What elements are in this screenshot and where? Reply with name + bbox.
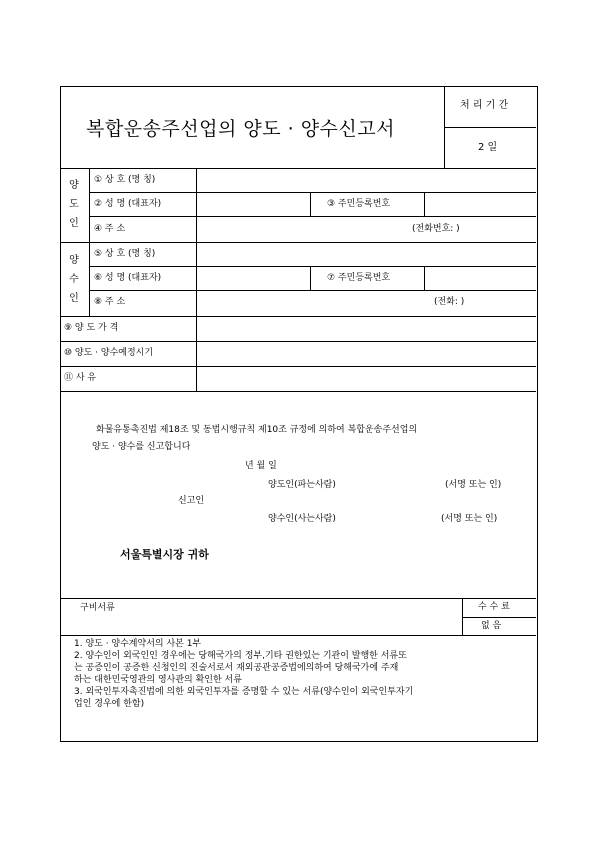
- row-line: [60, 391, 536, 392]
- transferor-name-label: ① 상 호 (명 칭): [94, 175, 156, 185]
- transferee-rep-label: ⑥ 성 명 (대표자): [94, 273, 162, 283]
- id-divider: [310, 266, 311, 290]
- recipient: 서울특별시장 귀하: [120, 548, 209, 561]
- transferor-signature-label: 양도인(파는사람): [268, 480, 336, 490]
- transfer-schedule-field[interactable]: [197, 342, 535, 366]
- required-documents-label: 구비서류: [80, 603, 115, 613]
- transferee-id-field[interactable]: [425, 267, 535, 290]
- header-mid-line: [444, 127, 536, 128]
- footer-fee-line: [462, 617, 536, 618]
- reason-label: ⑪ 사 유: [64, 373, 97, 383]
- group-divider: [89, 168, 90, 316]
- transferor-group-label: 양 도 인: [69, 180, 79, 229]
- transferor-seal-label: (서명 또는 인): [445, 480, 502, 490]
- transfer-price-label: ⑨ 양 도 가 격: [64, 323, 119, 333]
- list-item: 업인 경우에 한함): [74, 699, 145, 709]
- list-item: 2. 양수인이 외국인인 경우에는 당해국가의 정부,기타 권한있는 기관이 발행한 서류또: [74, 651, 407, 661]
- transferee-address-label: ⑧ 주 소: [94, 297, 126, 307]
- transferor-id-field[interactable]: [425, 193, 535, 216]
- transfer-price-field[interactable]: [197, 317, 535, 341]
- transferee-rep-field[interactable]: [197, 267, 309, 290]
- transferee-address-field[interactable]: [197, 291, 417, 315]
- transferor-id-label: ③ 주민등록번호: [327, 199, 391, 209]
- transferor-address-field[interactable]: [197, 217, 397, 241]
- reason-field[interactable]: [197, 367, 535, 391]
- list-item: 1. 양도 · 양수계약서의 사본 1부: [74, 639, 202, 649]
- transferee-signature-label: 양수인(사는사람): [268, 514, 336, 524]
- transferee-seal-label: (서명 또는 인): [441, 514, 498, 524]
- fee-value: 없 음: [481, 621, 502, 631]
- transferee-id-label: ⑦ 주민등록번호: [327, 273, 391, 283]
- required-documents-list: [74, 638, 534, 710]
- transferee-name-field[interactable]: [197, 243, 535, 266]
- transferee-name-label: ⑤ 상 호 (명 칭): [94, 249, 156, 259]
- id-divider: [310, 192, 311, 216]
- declaration-text-line1: 화물유통촉진법 제18조 및 동법시행규칙 제10조 규정에 의하여 복합운송주선업의: [96, 425, 418, 435]
- transferor-rep-field[interactable]: [197, 193, 309, 216]
- list-item: 하는 대한민국영관의 영사관의 확인한 서류: [74, 675, 242, 685]
- declaration-text-line2: 양도 · 양수를 신고합니다: [92, 442, 191, 452]
- list-item: 3. 외국인투자촉진법에 의한 외국인투자를 증명할 수 있는 서류(양수인이 외국인투자기: [74, 687, 414, 697]
- list-item: 는 공증인이 공증한 신청인의 진술서로서 재외공관공증법에의하여 당해국가에 주재: [74, 663, 399, 673]
- transferor-rep-label: ② 성 명 (대표자): [94, 199, 162, 209]
- footer-list-line: [60, 635, 536, 636]
- declaration-date: 년 월 일: [245, 461, 277, 471]
- transferee-group-label: 양 수 인: [69, 255, 79, 304]
- form-title: 복합운송주선업의 양도 · 양수신고서: [86, 118, 395, 140]
- transferor-name-field[interactable]: [197, 169, 535, 192]
- footer-top-line: [60, 598, 536, 599]
- fee-label: 수 수 료: [478, 602, 510, 612]
- fee-divider: [462, 598, 463, 635]
- processing-period-value: 2 일: [478, 142, 498, 153]
- transferee-phone-label: (전화: ): [434, 297, 465, 307]
- transfer-schedule-label: ⑩ 양도 · 양수예정시기: [64, 348, 154, 358]
- transferor-address-label: ④ 주 소: [94, 224, 126, 234]
- processing-period-label: 처 리 기 간: [460, 100, 509, 111]
- transferor-phone-label: (전화번호: ): [412, 224, 460, 234]
- declarant-label: 신고인: [178, 496, 205, 506]
